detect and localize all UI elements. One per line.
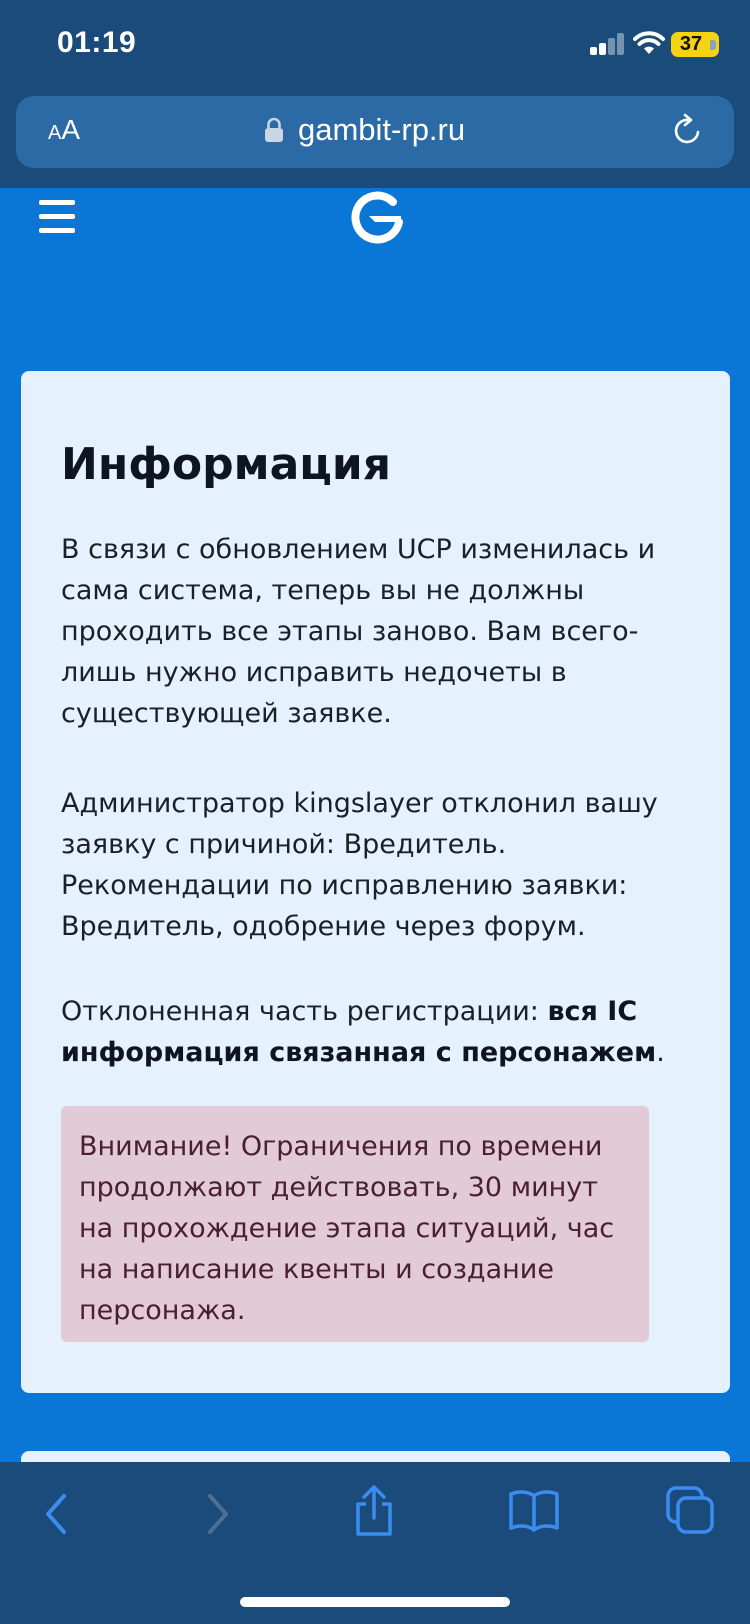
url-text[interactable]: gambit-rp.ru bbox=[298, 112, 466, 147]
warning-alert bbox=[61, 1106, 649, 1342]
share-icon[interactable] bbox=[352, 1484, 396, 1538]
forward-icon[interactable] bbox=[200, 1492, 234, 1536]
cellular-signal-icon bbox=[590, 33, 626, 55]
battery-level: 37 bbox=[679, 33, 703, 55]
bookmarks-icon[interactable] bbox=[508, 1488, 560, 1532]
wifi-icon bbox=[633, 30, 665, 56]
hamburger-menu-icon[interactable] bbox=[39, 200, 75, 234]
rejected-part-value: вся IC информация связанная с персонажем bbox=[61, 996, 657, 1068]
status-time: 01:19 bbox=[57, 26, 137, 59]
gambit-logo-icon[interactable] bbox=[345, 190, 405, 246]
back-icon[interactable] bbox=[40, 1492, 74, 1536]
address-bar[interactable] bbox=[16, 96, 734, 168]
text-size-button[interactable]: AA bbox=[48, 114, 81, 145]
tabs-icon[interactable] bbox=[666, 1486, 714, 1534]
rejected-part-text: Отклоненная часть регистрации: вся IC информация связанная с персонажем. bbox=[61, 996, 665, 1068]
status-bar bbox=[0, 0, 750, 90]
home-indicator[interactable] bbox=[240, 1597, 510, 1607]
rejection-reason-text: Администратор kingslayer отклонил вашу заявку с причиной: Вредитель. Рекомендации по исправлению заявки: Вредитель, одобрение через форум. bbox=[61, 788, 658, 942]
battery-tip bbox=[710, 40, 716, 50]
update-notice-text: В связи с обновлением UCP изменилась и сама система, теперь вы не должны проходить все этапы заново. Вам всего-лишь нужно исправить недочеты в существующей заявке. bbox=[61, 534, 656, 729]
browser-chrome bbox=[0, 0, 750, 188]
warning-text: Внимание! Ограничения по времени продолжают действовать, 30 минут на прохождение этапа ситуаций, час на написание квенты и создание персонажа. bbox=[79, 1131, 615, 1326]
lock-icon bbox=[264, 117, 284, 143]
info-card bbox=[21, 371, 730, 1393]
reload-icon[interactable] bbox=[670, 113, 706, 149]
card-title: Информация bbox=[61, 439, 391, 490]
